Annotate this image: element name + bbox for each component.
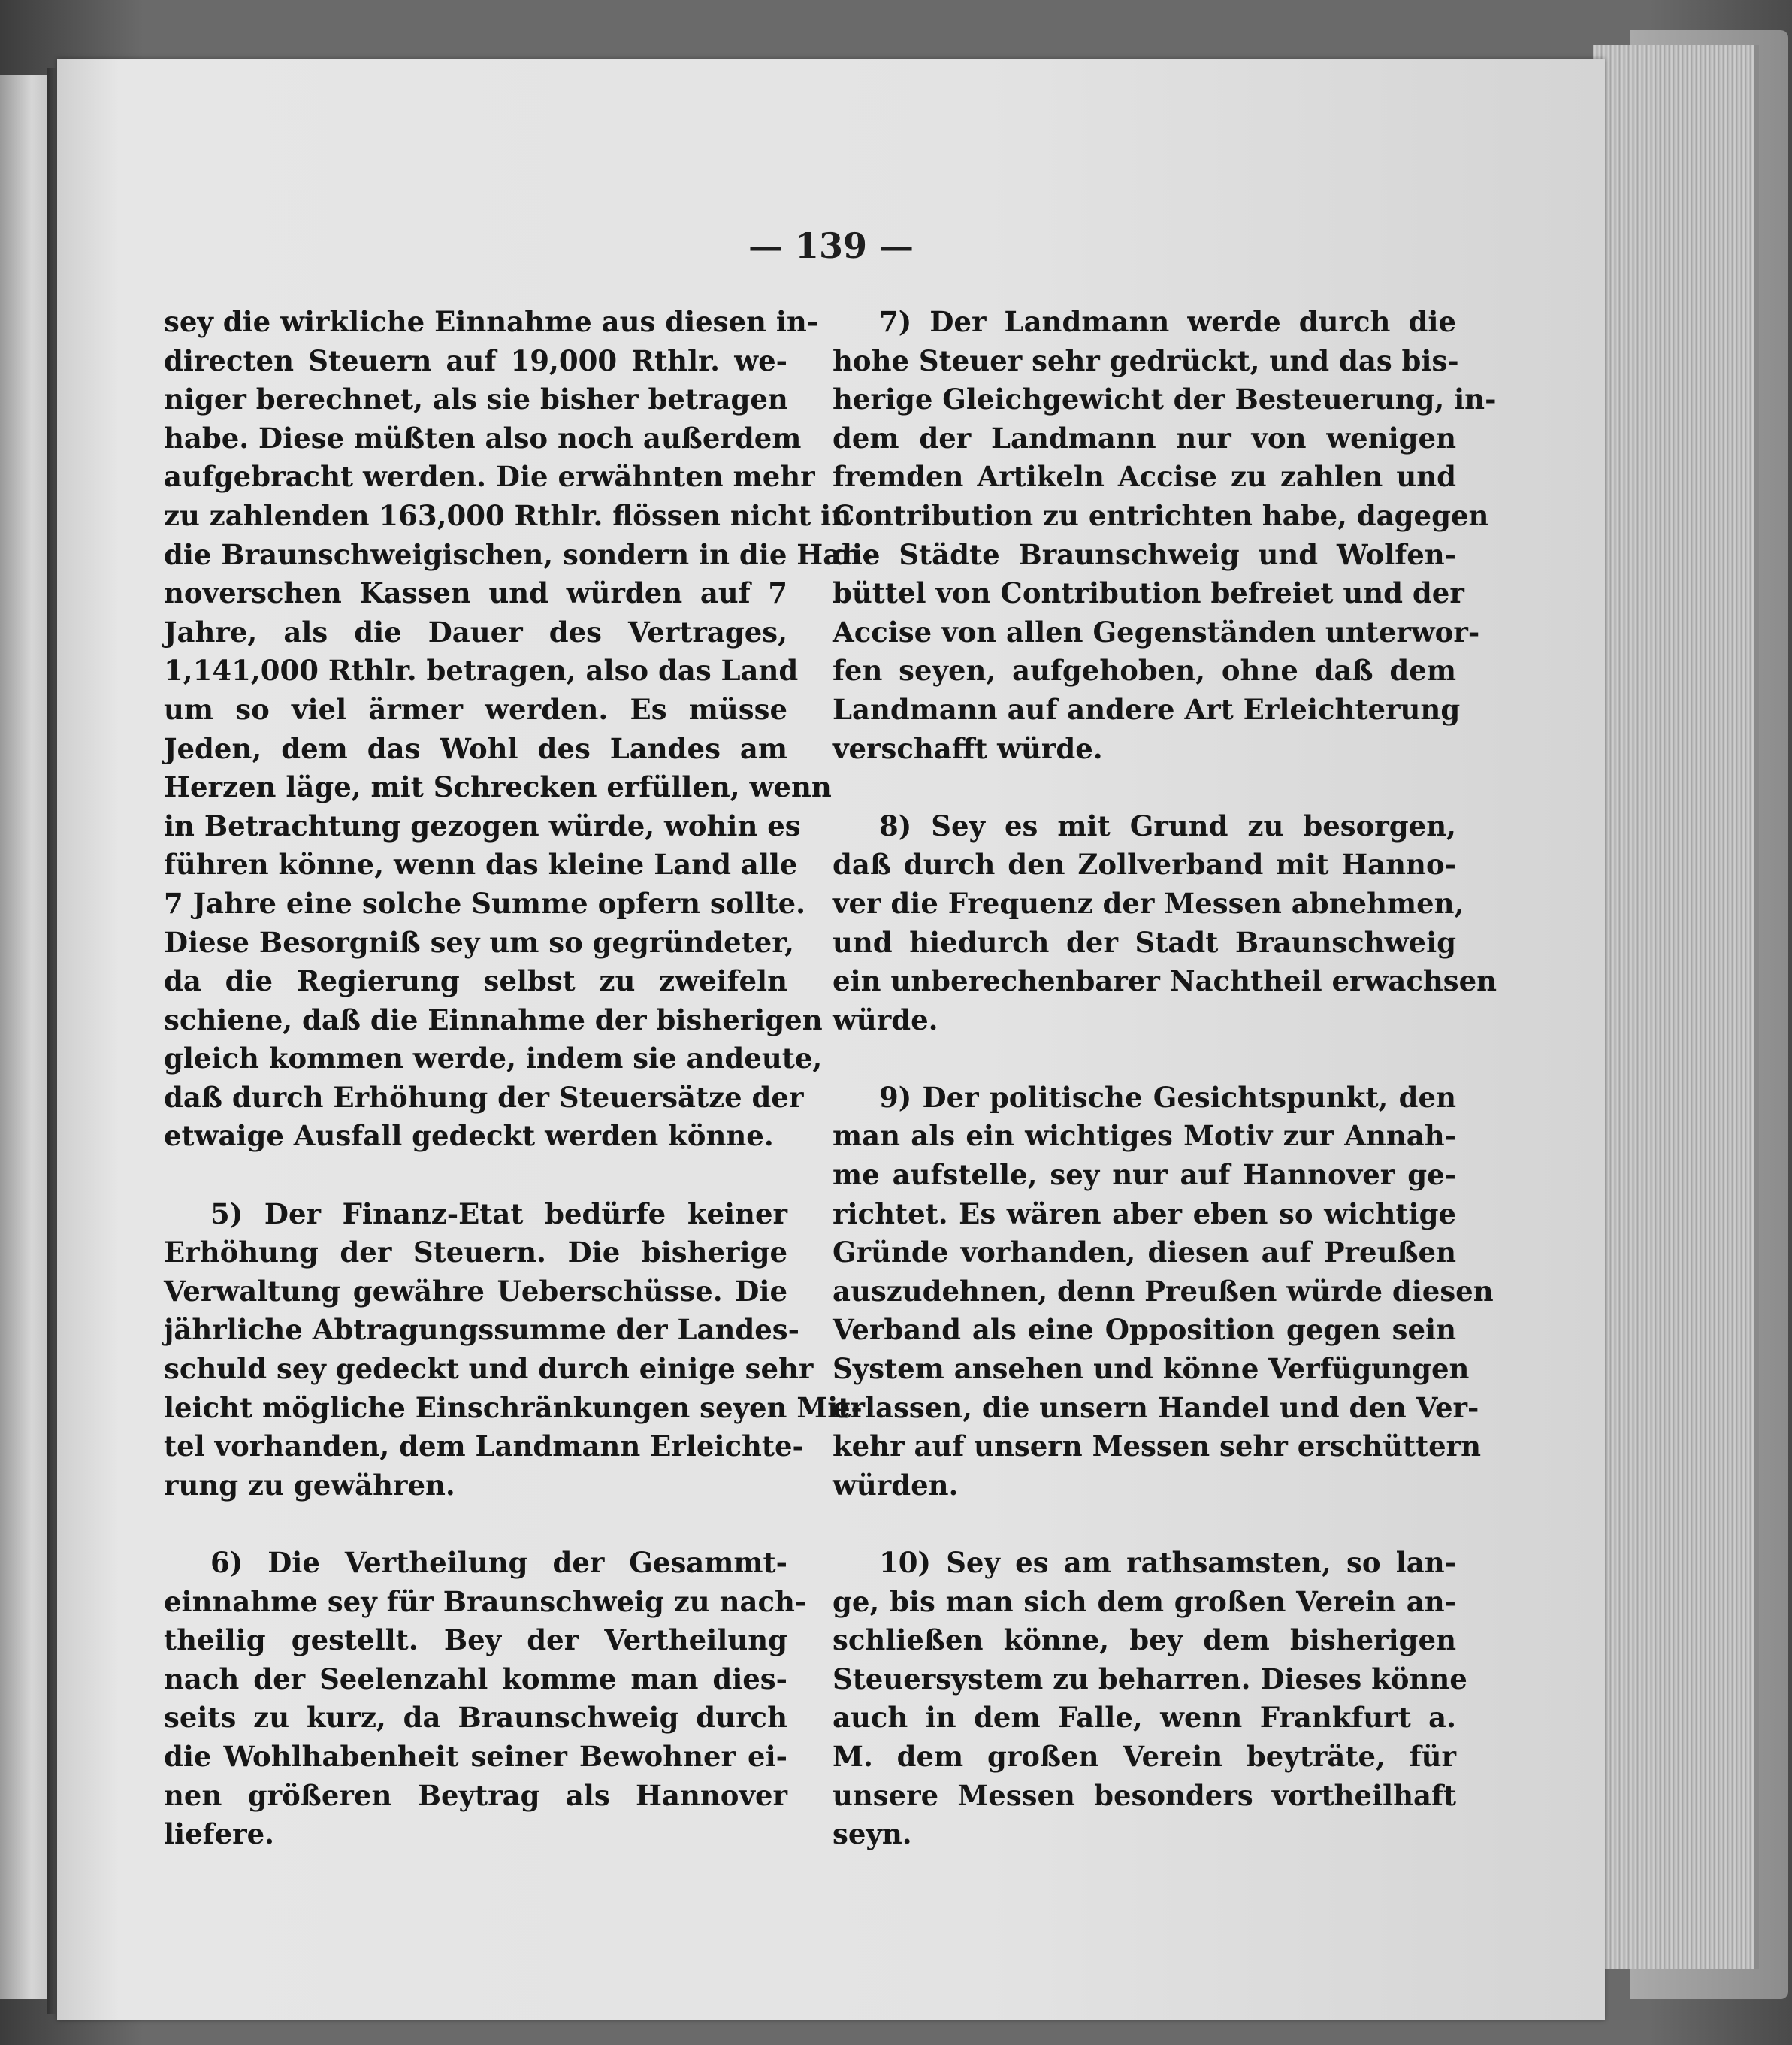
text-line: schuld sey gedeckt und durch einige sehr (164, 1352, 814, 1386)
text-line: Herzen läge, mit Schrecken erfüllen, wenn (164, 770, 832, 804)
text-line: 7 Jahre eine solche Summe opfern sollte. (164, 886, 806, 920)
text-line: 10) Sey es am rathsamsten, so lan- (879, 1546, 1456, 1579)
text-line: da die Regierung selbst zu zweifeln (164, 964, 787, 998)
text-line: Contribution zu entrichten habe, dagegen (833, 498, 1489, 532)
book-page (57, 59, 1605, 2020)
text-line: ge, bis man sich dem großen Verein an- (833, 1584, 1456, 1618)
paragraph (833, 1544, 1467, 1854)
text-line: nach der Seelenzahl komme man dies- (164, 1662, 787, 1696)
previous-page-edge (0, 75, 53, 1999)
paragraph (833, 1078, 1494, 1505)
text-line: tel vorhanden, dem Landmann Erleichte- (164, 1429, 804, 1463)
text-line: und hiedurch der Stadt Braunschweig (833, 925, 1456, 959)
text-line: zu zahlenden 163,000 Rthlr. flössen nicht in (164, 498, 852, 532)
text-line: M. dem großen Verein beyträte, für (833, 1739, 1456, 1773)
text-line: Diese Besorgniß sey um so gegründeter, (164, 925, 794, 959)
text-line: einnahme sey für Braunschweig zu nach- (164, 1584, 807, 1618)
page-header (57, 225, 1605, 266)
paragraph (164, 303, 873, 1156)
paragraph-gap (833, 768, 1456, 807)
text-line: auch in dem Falle, wenn Frankfurt a. (833, 1701, 1456, 1735)
text-line: würde. (833, 1003, 938, 1036)
text-line: unsere Messen besonders vortheilhaft (833, 1778, 1456, 1812)
text-line: gleich kommen werde, indem sie andeute, (164, 1042, 823, 1075)
text-line: noverschen Kassen und würden auf 7 (164, 576, 787, 610)
text-line: dem der Landmann nur von wenigen (833, 421, 1456, 455)
text-line: schiene, daß die Einnahme der bisherigen (164, 1003, 823, 1036)
paragraph-gap (833, 1505, 1456, 1544)
paragraph (164, 1544, 807, 1854)
text-line: habe. Diese müßten also noch außerdem (164, 421, 802, 455)
text-line: 9) Der politische Gesichtspunkt, den (879, 1080, 1456, 1114)
text-line: auszudehnen, denn Preußen würde diesen (833, 1274, 1494, 1308)
paragraph-gap (164, 1505, 787, 1544)
text-line: ein unberechenbarer Nachtheil erwachsen (833, 964, 1497, 998)
text-line: Jeden, dem das Wohl des Landes am (164, 731, 787, 765)
paragraph-gap (164, 1156, 787, 1195)
text-line: daß durch Erhöhung der Steuersätze der (164, 1080, 804, 1114)
text-line: hohe Steuer sehr gedrückt, und das bis- (833, 343, 1459, 377)
text-line: Erhöhung der Steuern. Die bisherige (164, 1236, 787, 1269)
text-line: fen seyen, aufgehoben, ohne daß dem (833, 654, 1456, 688)
page-number-header: — 139 — (748, 225, 914, 266)
text-line: 1,141,000 Rthlr. betragen, also das Land (164, 654, 799, 688)
text-line: die Städte Braunschweig und Wolfen- (833, 537, 1456, 571)
text-line: fremden Artikeln Accise zu zahlen und (833, 460, 1456, 494)
text-line: erlassen, die unsern Handel und den Ver- (833, 1390, 1479, 1424)
text-line: seyn. (833, 1817, 912, 1851)
text-line: liefere. (164, 1817, 275, 1851)
text-line: Verwaltung gewähre Ueberschüsse. Die (164, 1274, 787, 1308)
text-line: Accise von allen Gegenständen unterwor- (833, 615, 1480, 649)
text-line: führen könne, wenn das kleine Land alle (164, 848, 798, 882)
text-line: aufgebracht werden. Die erwähnten mehr (164, 460, 815, 494)
paragraph-gap (833, 1039, 1456, 1078)
text-line: 5) Der Finanz-Etat bedürfe keiner (210, 1196, 787, 1230)
text-line: Jahre, als die Dauer des Vertrages, (164, 615, 787, 649)
text-line: richtet. Es wären aber eben so wichtige (833, 1196, 1456, 1230)
right-text-column (833, 303, 1497, 1854)
text-line: verschafft würde. (833, 731, 1103, 765)
text-line: nen größeren Beytrag als Hannover (164, 1778, 787, 1812)
text-line: jährliche Abtragungssumme der Landes- (164, 1313, 799, 1347)
text-line: 7) Der Landmann werde durch die (879, 305, 1456, 338)
paragraph (833, 807, 1497, 1040)
text-line: me aufstelle, sey nur auf Hannover ge- (833, 1158, 1456, 1192)
text-line: System ansehen und könne Verfügungen (833, 1352, 1470, 1386)
text-line: die Braunschweigischen, sondern in die Han- (164, 537, 873, 571)
text-line: ver die Frequenz der Messen abnehmen, (833, 886, 1464, 920)
text-line: directen Steuern auf 19,000 Rthlr. we- (164, 343, 787, 377)
text-line: Gründe vorhanden, diesen auf Preußen (833, 1236, 1456, 1269)
text-line: die Wohlhabenheit seiner Bewohner ei- (164, 1739, 787, 1773)
text-line: Verband als eine Opposition gegen sein (833, 1313, 1456, 1347)
text-line: daß durch den Zollverband mit Hanno- (833, 848, 1456, 882)
text-line: seits zu kurz, da Braunschweig durch (164, 1701, 787, 1735)
paragraph (164, 1195, 863, 1505)
text-line: Steuersystem zu beharren. Dieses könne (833, 1662, 1467, 1696)
text-line: um so viel ärmer werden. Es müsse (164, 692, 787, 726)
text-line: herige Gleichgewicht der Besteuerung, in- (833, 383, 1497, 416)
text-line: niger berechnet, als sie bisher betragen (164, 383, 788, 416)
text-line: würden. (833, 1468, 959, 1502)
text-line: Landmann auf andere Art Erleichterung (833, 692, 1461, 726)
text-line: theilig gestellt. Bey der Vertheilung (164, 1623, 787, 1657)
text-line: in Betrachtung gezogen würde, wohin es (164, 809, 801, 843)
text-line: sey die wirkliche Einnahme aus diesen in- (164, 305, 819, 338)
text-line: 8) Sey es mit Grund zu besorgen, (879, 809, 1456, 843)
text-line: schließen könne, bey dem bisherigen (833, 1623, 1456, 1657)
text-line: kehr auf unsern Messen sehr erschüttern (833, 1429, 1482, 1463)
text-line: büttel von Contribution befreiet und der (833, 576, 1464, 610)
text-line: 6) Die Vertheilung der Gesammt- (210, 1546, 787, 1579)
text-line: rung zu gewähren. (164, 1468, 455, 1502)
text-line: etwaige Ausfall gedeckt werden könne. (164, 1119, 774, 1153)
text-line: man als ein wichtiges Motiv zur Annah- (833, 1119, 1456, 1153)
text-line: leicht mögliche Einschränkungen seyen Mit- (164, 1390, 863, 1424)
page-stack-edges (1593, 45, 1759, 1969)
paragraph (833, 303, 1497, 768)
